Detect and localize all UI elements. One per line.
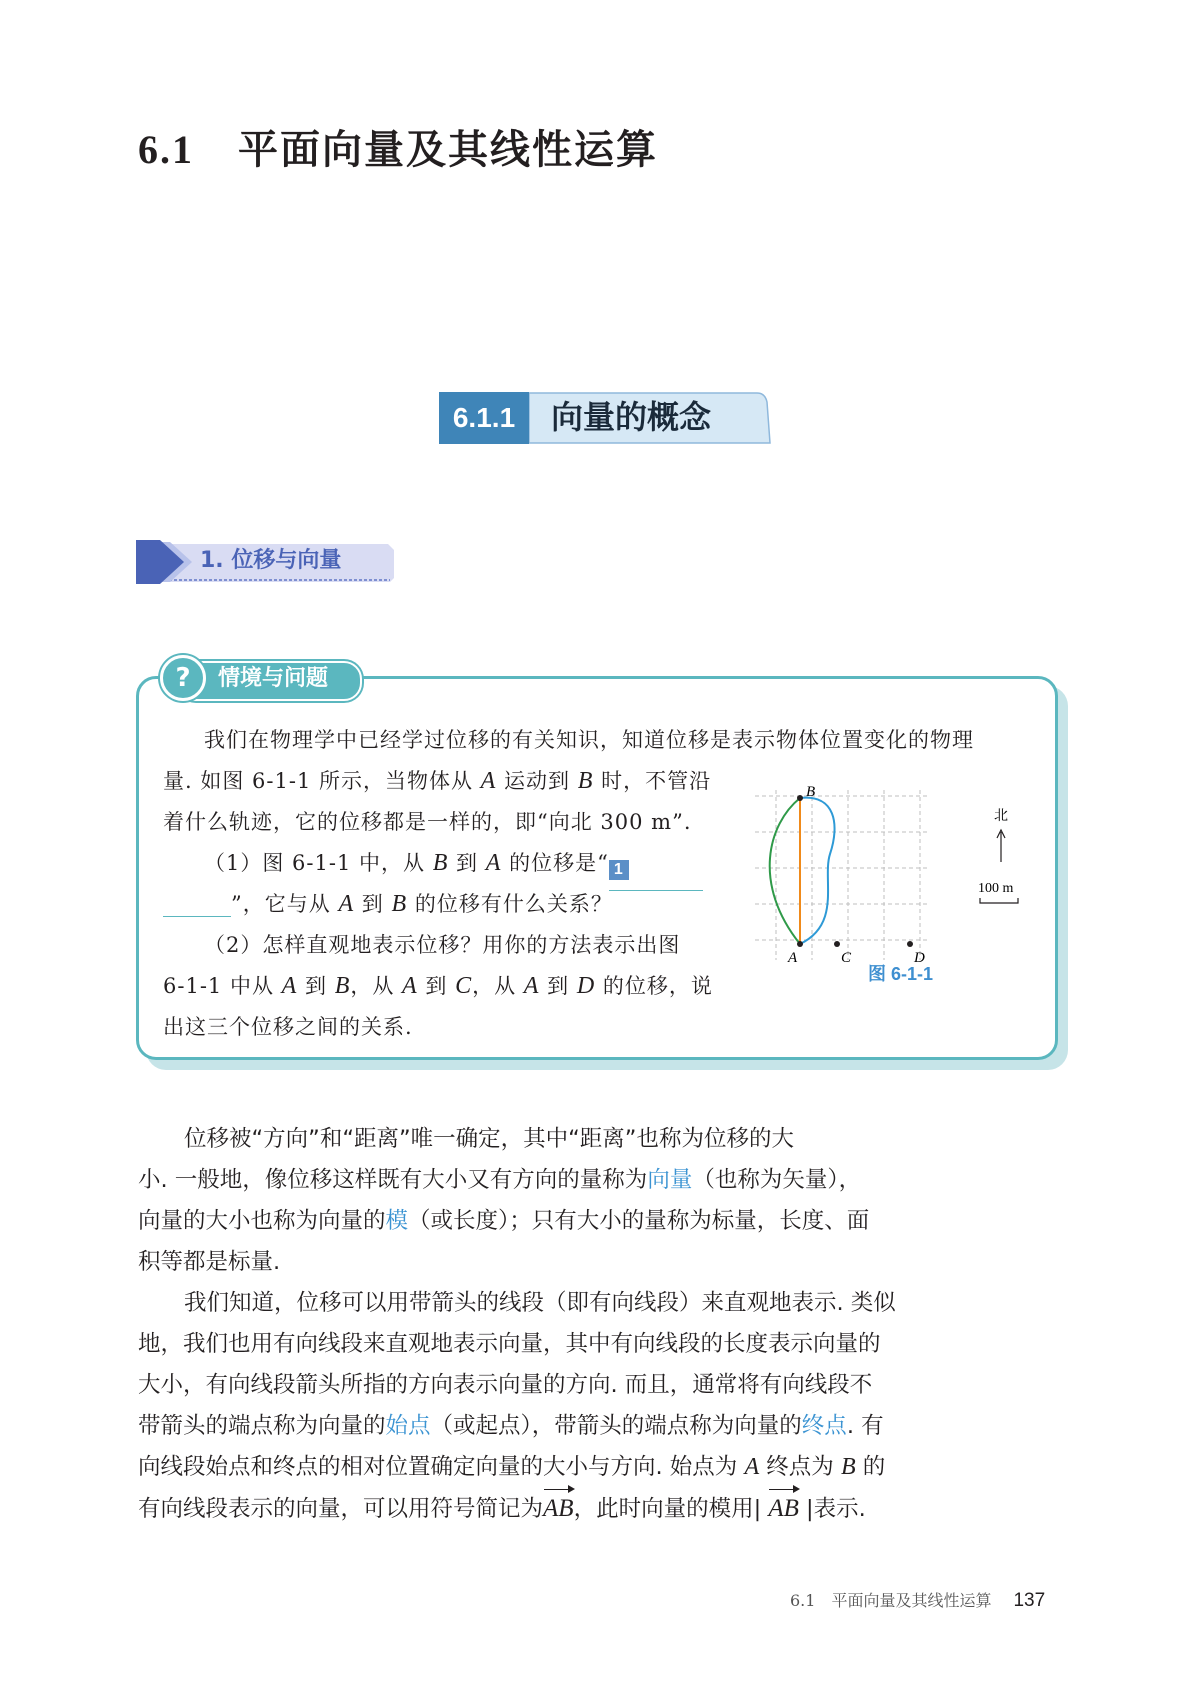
body-p1-line-3: 向量的大小也称为向量的模（或长度）；只有大小的量称为标量，长度、面 bbox=[138, 1208, 870, 1234]
question-2-line-1: （2）怎样直观地表示位移？用你的方法表示出图 bbox=[204, 933, 681, 957]
vector-ab-modulus: AB bbox=[768, 1488, 799, 1529]
scale-label: 100 m bbox=[978, 881, 1014, 896]
section-badge bbox=[439, 392, 771, 444]
blank-number: 1 bbox=[609, 860, 629, 880]
chapter-title bbox=[138, 118, 658, 175]
question-1-line-2: ”，它与从 A 到 B 的位移有什么关系？ bbox=[163, 884, 613, 925]
answer-blank-1-cont[interactable] bbox=[163, 896, 231, 917]
figure-grid bbox=[755, 790, 928, 960]
question-2-line-3: 出这三个位移之间的关系. bbox=[163, 1015, 413, 1039]
situation-tab-label: 情境与问题 bbox=[218, 666, 329, 691]
footer-section: 6.1 平面向量及其线性运算 bbox=[790, 1591, 992, 1610]
term-terminal-point: 终点 bbox=[801, 1413, 847, 1439]
situation-line-3: 着什么轨迹，它的位移都是一样的，即“向北 300 m”. bbox=[163, 810, 692, 834]
chapter-title-text: 平面向量及其线性运算 bbox=[238, 126, 658, 173]
label-b: B bbox=[806, 784, 816, 800]
body-p2-line-2: 地，我们也用有向线段来直观地表示向量，其中有向线段的长度表示向量的 bbox=[138, 1331, 881, 1357]
green-trajectory bbox=[770, 798, 800, 944]
figure-caption: 图 6-1-1 bbox=[868, 964, 934, 984]
north-label: 北 bbox=[994, 808, 1008, 824]
point-b bbox=[797, 795, 803, 801]
section-title: 向量的概念 bbox=[551, 398, 712, 436]
blue-trajectory bbox=[800, 798, 835, 944]
subsection-label: 1. 位移与向量 bbox=[200, 548, 342, 573]
term-modulus: 模 bbox=[385, 1208, 409, 1234]
body-p1-line-1: 位移被“方向”和“距离”唯一确定，其中“距离”也称为位移的大 bbox=[184, 1126, 794, 1152]
label-a: A bbox=[788, 950, 798, 966]
question-icon: ? bbox=[160, 655, 206, 701]
body-p2-line-5: 向线段始点和终点的相对位置确定向量的大小与方向. 始点为 A 终点为 B 的 bbox=[138, 1454, 886, 1480]
situation-line-2: 量. 如图 6-1-1 所示，当物体从 A 运动到 B 时，不管沿 bbox=[163, 768, 712, 794]
body-p2-line-3: 大小，有向线段箭头所指的方向表示向量的方向. 而且，通常将有向线段不 bbox=[138, 1372, 873, 1398]
figure-6-1-1 bbox=[750, 784, 1050, 974]
term-vector: 向量 bbox=[647, 1167, 693, 1193]
question-1-line-1: （1）图 6-1-1 中，从 B 到 A 的位移是“ 1 bbox=[204, 843, 703, 891]
vector-ab: AB bbox=[543, 1488, 574, 1529]
section-number: 6.1.1 bbox=[452, 402, 516, 433]
body-p2-line-6: 有向线段表示的向量，可以用符号简记为AB，此时向量的模用| AB |表示. bbox=[138, 1488, 866, 1530]
situation-tab bbox=[160, 655, 360, 699]
point-c bbox=[834, 941, 840, 947]
label-c: C bbox=[841, 950, 852, 966]
label-d: D bbox=[914, 950, 925, 966]
chapter-number: 6.1 bbox=[138, 127, 194, 172]
term-initial-point: 始点 bbox=[385, 1413, 431, 1439]
question-2-line-2: 6-1-1 中从 A 到 B，从 A 到 C，从 A 到 D 的位移，说 bbox=[163, 973, 713, 999]
body-p1-line-2: 小. 一般地，像位移这样既有大小又有方向的量称为向量（也称为矢量）， bbox=[138, 1167, 862, 1193]
subsection-tag bbox=[136, 538, 398, 584]
point-a bbox=[797, 941, 803, 947]
page-footer bbox=[790, 1588, 1045, 1612]
point-d bbox=[907, 941, 913, 947]
scale-bar bbox=[980, 898, 1018, 903]
body-p2-line-1: 我们知道，位移可以用带箭头的线段（即有向线段）来直观地表示. 类似 bbox=[184, 1290, 896, 1316]
situation-line-1: 我们在物理学中已经学过位移的有关知识，知道位移是表示物体位置变化的物理 bbox=[204, 728, 974, 752]
body-p1-line-4: 积等都是标量. bbox=[138, 1249, 281, 1275]
answer-blank-1[interactable] bbox=[609, 849, 703, 891]
body-p2-line-4: 带箭头的端点称为向量的始点（或起点），带箭头的端点称为向量的终点. 有 bbox=[138, 1413, 884, 1439]
page-number: 137 bbox=[1013, 1590, 1046, 1611]
